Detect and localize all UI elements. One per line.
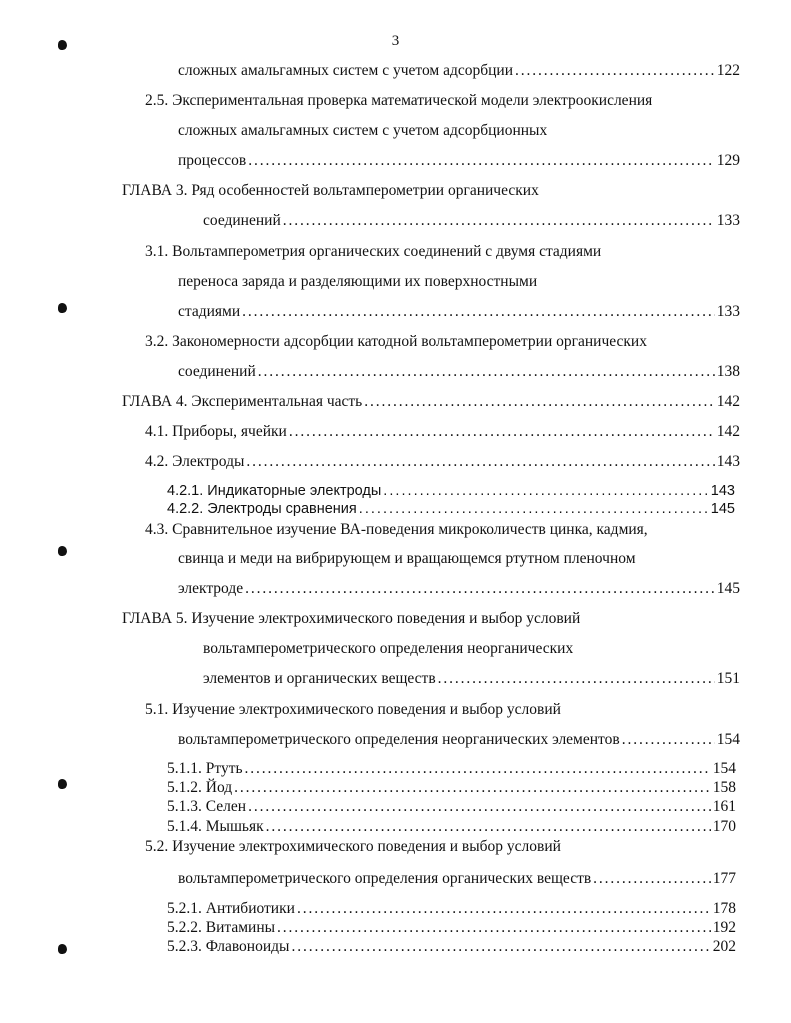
- toc-entry: соединений . . . 133: [203, 210, 740, 232]
- toc-entry: 4.3. Сравнительное изучение ВА-поведения микроколичеств цинка, кадмия,: [145, 521, 648, 538]
- toc-chapter: ГЛАВА 3. Ряд особенностей вольтамперометрии органических: [122, 182, 539, 199]
- scan-speck: [58, 944, 67, 954]
- toc-entry: 4.2. Электроды . . . 143: [145, 451, 740, 473]
- toc-entry: вольтамперометрического определения неорганических элементов . . . 154: [178, 729, 740, 751]
- toc-subentry: 4.2.2. Электроды сравнения . . . 145: [167, 498, 735, 520]
- toc-entry: стадиями . . . 133: [178, 301, 740, 323]
- toc-entry: электроде . . . 145: [178, 578, 740, 600]
- scan-speck: [58, 303, 67, 313]
- toc-entry: сложных амальгамных систем с учетом адсорбционных: [178, 122, 548, 139]
- toc-subentry: 5.1.4. Мышьяк . . . 170: [167, 816, 736, 838]
- page-number: 3: [391, 33, 400, 49]
- toc-chapter: ГЛАВА 4. Экспериментальная часть . . . 142: [122, 391, 740, 413]
- toc-entry: 3.2. Закономерности адсорбции катодной вольтамперометрии органических: [145, 333, 647, 350]
- toc-entry: соединений . . . 138: [178, 361, 740, 383]
- toc-entry: элементов и органических веществ . . . 151: [203, 668, 740, 690]
- toc-subentry: 5.2.2. Витамины . . . 192: [167, 917, 736, 939]
- toc-subentry: 5.2.3. Флавоноиды . . . 202: [167, 936, 736, 958]
- toc-entry: процессов . . . 129: [178, 150, 740, 172]
- toc-subentry: 5.1.1. Ртуть . . . 154: [167, 758, 736, 780]
- toc-entry: вольтамперометрического определения органических веществ . . . 177: [178, 868, 736, 890]
- scan-speck: [58, 546, 67, 556]
- toc-entry: 3.1. Вольтамперометрия органических соединений с двумя стадиями: [145, 243, 602, 260]
- toc-entry: сложных амальгамных систем с учетом адсорбции . . . 122: [178, 60, 740, 82]
- toc-entry: вольтамперометрического определения неорганических: [203, 640, 574, 657]
- toc-subentry: 4.2.1. Индикаторные электроды . . . 143: [167, 480, 735, 502]
- toc-subentry: 5.1.2. Йод . . . 158: [167, 777, 736, 799]
- scan-speck: [58, 40, 67, 50]
- toc-entry: 2.5. Экспериментальная проверка математической модели электроокисления: [145, 92, 653, 109]
- toc-entry: свинца и меди на вибрирующем и вращающемся ртутном пленочном: [178, 550, 636, 567]
- toc-subentry: 5.2.1. Антибиотики . . . 178: [167, 898, 736, 920]
- toc-chapter: ГЛАВА 5. Изучение электрохимического поведения и выбор условий: [122, 610, 581, 627]
- toc-entry: 5.2. Изучение электрохимического поведения и выбор условий: [145, 838, 561, 855]
- toc-entry: 5.1. Изучение электрохимического поведения и выбор условий: [145, 701, 561, 718]
- scan-speck: [58, 779, 67, 789]
- toc-entry: 4.1. Приборы, ячейки . . . 142: [145, 421, 740, 443]
- toc-entry: переноса заряда и разделяющими их поверхностными: [178, 273, 538, 290]
- toc-subentry: 5.1.3. Селен . . . 161: [167, 796, 736, 818]
